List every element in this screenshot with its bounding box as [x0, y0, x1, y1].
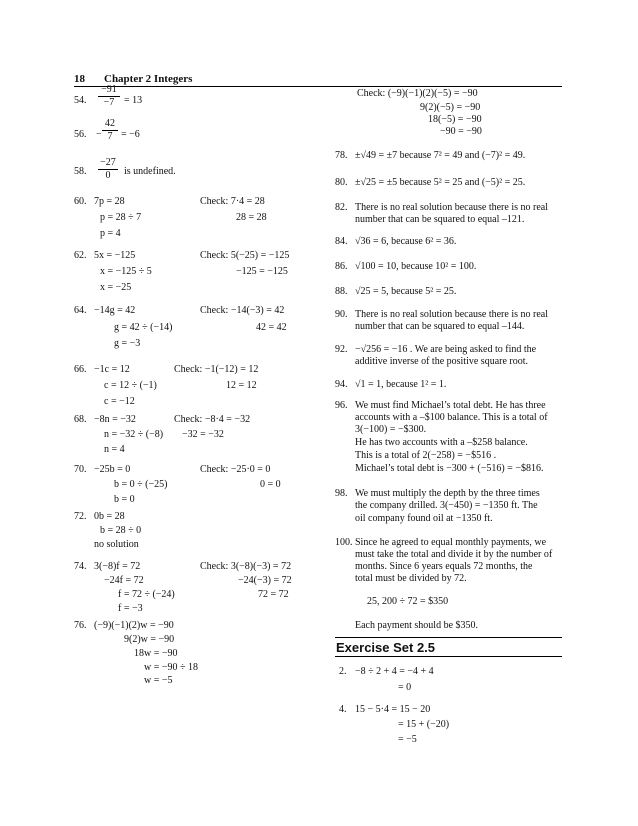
answer: √1 = 1, because 1² = 1. [355, 379, 447, 390]
chapter-title: Chapter 2 Integers [104, 73, 193, 85]
step: x = −125 ÷ 5 [100, 266, 152, 277]
problem-number: 90. [335, 309, 348, 320]
answer: total must be divided by 72. [355, 573, 467, 584]
page-number: 18 [74, 73, 85, 85]
step: −24f = 72 [104, 575, 144, 586]
check: Check: −8·4 = −32 [174, 414, 251, 425]
check: −32 = −32 [182, 429, 224, 440]
problem-number: 92. [335, 344, 348, 355]
result: = 13 [124, 95, 143, 106]
step: b = 0 [114, 494, 135, 505]
step: (−9)(−1)(2)w = −90 [94, 620, 174, 631]
check: 42 = 42 [256, 322, 287, 333]
denominator: 0 [105, 170, 111, 181]
step: p = 4 [100, 228, 121, 239]
answer: This is a total of 2(−258) = −$516 . [355, 450, 497, 461]
answer: Each payment should be $350. [355, 620, 479, 631]
answer: ±√49 = ±7 because 7² = 49 and (−7)² = 49. [355, 150, 526, 161]
check: 12 = 12 [226, 380, 257, 391]
step: 0b = 28 [94, 511, 125, 522]
problem-number: 86. [335, 261, 348, 272]
check: 72 = 72 [258, 589, 289, 600]
step: −8n = −32 [94, 414, 136, 425]
problem-number: 88. [335, 286, 348, 297]
check: Check: 5(−25) = −125 [200, 250, 290, 261]
numerator: −91 [98, 84, 120, 97]
problem-number: 80. [335, 177, 348, 188]
answer: months. Since 6 years equals 72 months, the [355, 561, 533, 572]
check: −24(−3) = 72 [238, 575, 292, 586]
step: −8 ÷ 2 + 4 = −4 + 4 [355, 666, 434, 677]
answer: must take the total and divide it by the number of [355, 549, 553, 560]
step: b = 0 ÷ (−25) [114, 479, 168, 490]
answer: He has two accounts with a –$258 balance. [355, 437, 528, 448]
answer: √100 = 10, because 10² = 100. [355, 261, 477, 272]
check: Check: −25·0 = 0 [200, 464, 271, 475]
check: Check: −14(−3) = 42 [200, 305, 285, 316]
step: 3(−8)f = 72 [94, 561, 141, 572]
problem-number: 72. [74, 511, 87, 522]
check: Check: −1(−12) = 12 [174, 364, 259, 375]
fraction [98, 157, 118, 182]
step: 7p = 28 [94, 196, 125, 207]
answer: the company drilled. 3(−450) = −1350 ft. The [355, 500, 538, 511]
step: = 0 [398, 682, 412, 693]
problem-number: 94. [335, 379, 348, 390]
step: f = 72 ÷ (−24) [118, 589, 175, 600]
answer: oil company found oil at −1350 ft. [355, 513, 493, 524]
check: Check: 7·4 = 28 [200, 196, 265, 207]
step: 9(2)w = −90 [124, 634, 175, 645]
problem-number: 62. [74, 250, 87, 261]
step: 15 − 5·4 = 15 − 20 [355, 704, 431, 715]
step: −14g = 42 [94, 305, 136, 316]
answer: Since he agreed to equal monthly payments, we [355, 537, 547, 548]
numerator: −27 [98, 157, 118, 170]
step: w = −90 ÷ 18 [144, 662, 198, 673]
step: n = 4 [104, 444, 125, 455]
sign: − [96, 129, 102, 140]
check: 18(−5) = −90 [428, 114, 482, 125]
problem-number: 74. [74, 561, 87, 572]
problem-number: 66. [74, 364, 87, 375]
step: −25b = 0 [94, 464, 131, 475]
header-rule [74, 86, 562, 87]
denominator: −7 [103, 97, 115, 108]
answer: √36 = 6, because 6² = 36. [355, 236, 457, 247]
answer: There is no real solution because there is no real [355, 202, 548, 213]
denominator: 7 [107, 131, 113, 142]
check: −125 = −125 [236, 266, 288, 277]
answer: accounts with a –$100 balance. This is a total of [355, 412, 548, 423]
answer: number that can be squared to equal –144. [355, 321, 525, 332]
step: = −5 [398, 734, 417, 745]
exercise-set-title: Exercise Set 2.5 [336, 640, 436, 655]
answer: We must multiply the depth by the three times [355, 488, 540, 499]
step: c = 12 ÷ (−1) [104, 380, 157, 391]
step: c = −12 [104, 396, 135, 407]
problem-number: 96. [335, 400, 348, 411]
problem-number: 58. [74, 166, 87, 177]
answer: There is no real solution because there is no real [355, 309, 548, 320]
answer: ±√25 = ±5 because 5² = 25 and (−5)² = 25. [355, 177, 526, 188]
step: g = −3 [114, 338, 141, 349]
answer: We must find Michael’s total debt. He has three [355, 400, 546, 411]
problem-number: 98. [335, 488, 348, 499]
answer: number that can be squared to equal –121. [355, 214, 525, 225]
problem-number: 4. [339, 704, 347, 715]
problem-number: 54. [74, 95, 87, 106]
problem-number: 78. [335, 150, 348, 161]
step: g = 42 ÷ (−14) [114, 322, 173, 333]
check: 28 = 28 [236, 212, 267, 223]
fraction [98, 84, 120, 109]
step: 5x = −125 [94, 250, 136, 261]
step: f = −3 [118, 603, 143, 614]
answer: −√256 = −16 . We are being asked to find the [355, 344, 537, 355]
problem-number: 76. [74, 620, 87, 631]
section-rule [335, 637, 562, 638]
problem-number: 60. [74, 196, 87, 207]
check: 0 = 0 [260, 479, 281, 490]
step: = 15 + (−20) [398, 719, 450, 730]
step: w = −5 [144, 675, 173, 686]
check: 9(2)(−5) = −90 [420, 102, 481, 113]
answer: √25 = 5, because 5² = 25. [355, 286, 457, 297]
check: Check: 3(−8)(−3) = 72 [200, 561, 292, 572]
result: is undefined. [124, 166, 176, 177]
step: −1c = 12 [94, 364, 130, 375]
step: p = 28 ÷ 7 [100, 212, 142, 223]
problem-number: 100. [335, 537, 353, 548]
answer: Michael’s total debt is −300 + (−516) = −$816. [355, 463, 544, 474]
answer: additive inverse of the positive square root. [355, 356, 529, 367]
step: x = −25 [100, 282, 132, 293]
problem-number: 68. [74, 414, 87, 425]
problem-number: 84. [335, 236, 348, 247]
answer: 25, 200 ÷ 72 = $350 [367, 596, 449, 607]
fraction [102, 118, 118, 143]
problem-number: 82. [335, 202, 348, 213]
step: n = −32 ÷ (−8) [104, 429, 164, 440]
problem-number: 70. [74, 464, 87, 475]
check: Check: (−9)(−1)(2)(−5) = −90 [357, 88, 478, 99]
section-rule [335, 656, 562, 657]
result: = −6 [121, 129, 140, 140]
step: 18w = −90 [134, 648, 178, 659]
check: −90 = −90 [440, 126, 482, 137]
answer: 3(−100) = −$300. [355, 424, 427, 435]
numerator: 42 [102, 118, 118, 131]
problem-number: 56. [74, 129, 87, 140]
step: no solution [94, 539, 139, 550]
step: b = 28 ÷ 0 [100, 525, 142, 536]
problem-number: 64. [74, 305, 87, 316]
problem-number: 2. [339, 666, 347, 677]
